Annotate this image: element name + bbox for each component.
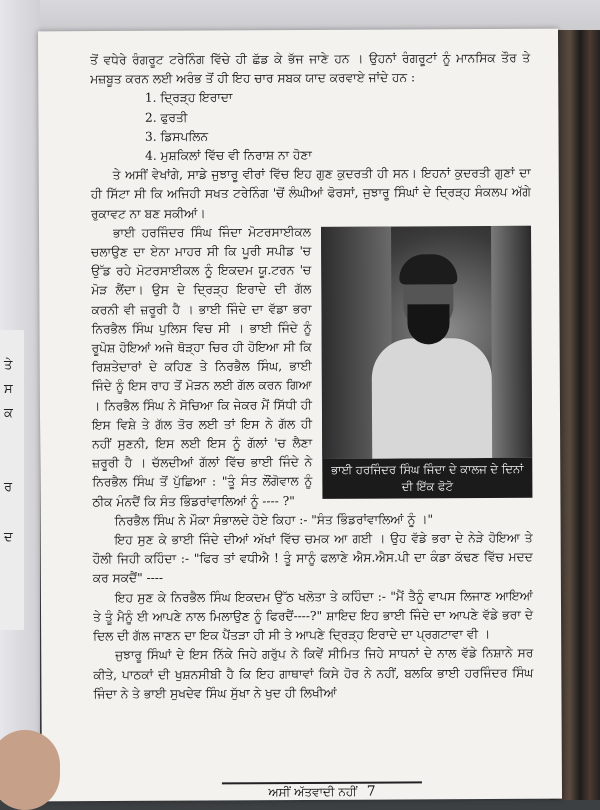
thumb xyxy=(0,730,60,810)
paragraph-6: ਇਹ ਸੁਣ ਕੇ ਨਿਰਭੈਲ ਸਿੰਘ ਇਕਦਮ ਉੱਠ ਖਲੋਤਾ ਤੇ ਕਹਿੰਦਾ :- "ਮੈਂ ਤੈਨੂੰ ਵਾਪਸ ਲਿਜਾਣ ਆਇਆਂ ਤੇ ਤੂੰ ਮੈਨੂੰ ਈ ਆਪਣੇ ਨਾਲ ਮਿਲਾਉਣ ਨੂੰ ਫਿਰਦੈਂ----?" ਸ਼ਾਇਦ ਇਹ ਭਾਈ ਜਿੰਦੇ ਦਾ ਆਪਣੇ ਵੱਡੇ ਭਰਾ ਦੇ ਦਿਲ ਦੀ ਗੱਲ ਜਾਣਨ ਦਾ ਇਕ ਪੈਂਤੜਾ ਹੀ ਸੀ ਤੇ ਆਪਣੇ ਦ੍ਰਿੜ੍ਹ ਇਰਾਦੇ ਦਾ ਪ੍ਰਗਟਾਵਾ ਵੀ । xyxy=(93,588,534,644)
list-item: 3. ਡਿਸਪਲਿਨ xyxy=(160,126,530,147)
book-page xyxy=(38,29,562,802)
page-number: 7 xyxy=(366,783,376,800)
adjacent-page-char: ਰ xyxy=(4,480,13,495)
photo-figure xyxy=(321,226,532,499)
list-item: 4. ਮੁਸ਼ਕਿਲਾਂ ਵਿੱਚ ਵੀ ਨਿਰਾਸ਼ ਨਾ ਹੋਣਾ xyxy=(161,145,531,166)
adjacent-page-strip xyxy=(0,330,24,630)
photo-caption: ਭਾਈ ਹਰਜਿੰਦਰ ਸਿੰਘ ਜਿੰਦਾ ਦੇ ਕਾਲਜ ਦੇ ਦਿਨਾਂ ਦੀ ਇੱਕ ਫੋਟੋ xyxy=(322,458,532,499)
adjacent-page-char: ਦ xyxy=(4,530,13,545)
paragraph-3: ਭਾਈ ਹਰਜਿੰਦਰ ਸਿੰਘ ਜਿੰਦਾ ਮੋਟਰਸਾਈਕਲ ਚਲਾਉਣ ਦਾ ਏਨਾ ਮਾਹਰ ਸੀ ਕਿ ਪੂਰੀ ਸਪੀਡ 'ਚ ਉੱਡ ਰਹੇ ਮੋਟਰਸਾਈਕਲ ਨੂੰ ਇਕਦਮ ਯੂ.ਟਰਨ 'ਚ ਮੋੜ ਲੈਂਦਾ। ਉਸ ਦੇ ਦ੍ਰਿੜ੍ਹ ਇਰਾਦੇ ਦੀ ਗੱਲ ਕਰਨੀ ਵੀ ਜ਼ਰੂਰੀ ਹੈ । ਭਾਈ ਜਿੰਦੇ ਦਾ ਵੱਡਾ ਭਰਾ ਨਿਰਭੈਲ ਸਿੰਘ ਪੁਲਿਸ ਵਿਚ ਸੀ । ਭਾਈ ਜਿੰਦੇ ਨੂੰ ਰੂਪੋਸ਼ ਹੋਇਆਂ ਅਜੇ ਥੋੜ੍ਹਾ ਚਿਰ ਹੀ ਹੋਇਆ ਸੀ ਕਿ ਰਿਸ਼ਤੇਦਾਰਾਂ ਦੇ ਕਹਿਣ ਤੇ ਨਿਰਭੈਲ ਸਿੰਘ, ਭਾਈ ਜਿੰਦੇ ਨੂੰ ਇਸ ਰਾਹ ਤੋਂ ਮੋੜਨ ਲਈ ਗੱਲ ਕਰਨ ਗਿਆ । ਨਿਰਭੈਲ ਸਿੰਘ ਨੇ ਸੋਚਿਆ ਕਿ ਜੇਕਰ ਮੈਂ ਸਿੱਧੀ ਹੀ ਇਸ ਵਿਸ਼ੇ ਤੇ ਗੱਲ ਤੋਰ ਲਈ ਤਾਂ ਇਸ ਨੇ ਗੱਲ ਹੀ ਨਹੀਂ ਸੁਣਨੀ, ਇਸ ਲਈ ਇਸ ਨੂੰ ਗੱਲਾਂ 'ਚ ਲੈਣਾ ਜ਼ਰੂਰੀ ਹੈ । ਚੱਲਦੀਆਂ ਗੱਲਾਂ ਵਿੱਚ ਭਾਈ ਜਿੰਦੇ ਨੇ ਨਿਰਭੈਲ ਸਿੰਘ ਤੋਂ ਪੁੱਛਿਆ : "ਤੂੰ ਸੰਤ ਲੌਂਗੋਵਾਲ ਨੂੰ ਠੀਕ ਮੰਨਦੈਂ ਕਿ ਸੰਤ ਭਿੰਡਰਾਂਵਾਲਿਆਂ ਨੂੰ ---- ?" xyxy=(91,224,313,509)
adjacent-page-char: ਤੇ xyxy=(4,358,13,373)
page-text xyxy=(90,49,533,704)
lessons-list xyxy=(90,87,530,166)
paragraph-2: ਤੇ ਅਸੀਂ ਵੇਖਾਂਗੇ, ਸਾਡੇ ਜੁਝਾਰੂ ਵੀਰਾਂ ਵਿੱਚ ਇਹ ਗੁਣ ਕੁਦਰਤੀ ਹੀ ਸਨ। ਇਹਨਾਂ ਕੁਦਰਤੀ ਗੁਣਾਂ ਦਾ ਹੀ ਸਿੱਟਾ ਸੀ ਕਿ ਅਜਿਹੀ ਸਖਤ ਟਰੇਨਿੰਗ 'ਚੋਂ ਲੰਘੀਆਂ ਫੋਰਸਾਂ, ਜੁਝਾਰੂ ਸਿੰਘਾਂ ਦੇ ਦ੍ਰਿੜ੍ਹ ਸੰਕਲਪ ਅੱਗੇ ਰੁਕਾਵਟ ਨਾ ਬਣ ਸਕੀਆਂ। xyxy=(90,166,531,221)
page-footer xyxy=(222,781,422,804)
paragraph-4: ਨਿਰਭੈਲ ਸਿੰਘ ਨੇ ਮੌਕਾ ਸੰਭਾਲਦੇ ਹੋਏ ਕਿਹਾ :- "ਸੰਤ ਭਿੰਡਰਾਂਵਾਲਿਆਂ ਨੂੰ ।" xyxy=(114,512,434,528)
list-item: 2. ਫੁਰਤੀ xyxy=(160,106,530,127)
running-title: ਅਸੀਂ ਅੱਤਵਾਦੀ ਨਹੀਂ xyxy=(268,784,357,800)
list-item: 1. ਦ੍ਰਿੜ੍ਹ ਇਰਾਦਾ xyxy=(160,87,530,108)
paragraph-7: ਜੁਝਾਰੂ ਸਿੰਘਾਂ ਦੇ ਇਸ ਨਿੱਕੇ ਜਿਹੇ ਗਰੁੱਪ ਨੇ ਕਿਵੇਂ ਸੀਮਿਤ ਜਿਹੇ ਸਾਧਨਾਂ ਦੇ ਨਾਲ ਵੱਡੇ ਨਿਸ਼ਾਨੇ ਸਰ ਕੀਤੇ, ਪਾਠਕਾਂ ਦੀ ਖੁਸ਼ਨਸੀਬੀ ਹੈ ਕਿ ਇਹ ਗਾਥਾਵਾਂ ਕਿਸੇ ਹੋਰ ਨੇ ਨਹੀਂ, ਬਲਕਿ ਭਾਈ ਹਰਜਿੰਦਰ ਸਿੰਘ ਜਿੰਦਾ ਨੇ ਤੇ ਭਾਈ ਸੁਖਦੇਵ ਸਿੰਘ ਸੁੱਖਾ ਨੇ ਖੁਦ ਹੀ ਲਿਖੀਆਂ xyxy=(93,646,534,701)
adjacent-page-char: ਕ xyxy=(4,406,13,421)
paragraph-1: ਤੋਂ ਵਧੇਰੇ ਰੰਗਰੂਟ ਟਰੇਨਿੰਗ ਵਿੱਚੇ ਹੀ ਛੱਡ ਕੇ ਭੱਜ ਜਾਣੇ ਹਨ । ਉਹਨਾਂ ਰੰਗਰੂਟਾਂ ਨੂੰ ਮਾਨਸਿਕ ਤੌਰ ਤੇ ਮਜ਼ਬੂਤ ਕਰਨ ਲਈ ਅਰੰਭ ਤੋਂ ਹੀ ਇਹ ਚਾਰ ਸਬਕ ਯਾਦ ਕਰਵਾਏ ਜਾਂਦੇ ਹਨ : xyxy=(90,50,531,87)
paragraph-5: ਇਹ ਸੁਣ ਕੇ ਭਾਈ ਜਿੰਦੇ ਦੀਆਂ ਅੱਖਾਂ ਵਿੱਚ ਚਮਕ ਆ ਗਈ । ਉਹ ਵੱਡੇ ਭਰਾ ਦੇ ਨੇੜੇ ਹੋਇਆ ਤੇ ਹੌਲੀ ਜਿਹੀ ਕਹਿੰਦਾ :- "ਫਿਰ ਤਾਂ ਵਧੀਐ ! ਤੂੰ ਸਾਨੂੰ ਫਲਾਣੇ ਐਸ.ਐਸ.ਪੀ ਦਾ ਕੰਡਾ ਕੱਢਣ ਵਿੱਚ ਮਦਦ ਕਰ ਸਕਦੈਂ" ---- xyxy=(92,530,533,586)
adjacent-page-char: ਸ xyxy=(4,382,13,397)
portrait-photo xyxy=(321,226,532,459)
